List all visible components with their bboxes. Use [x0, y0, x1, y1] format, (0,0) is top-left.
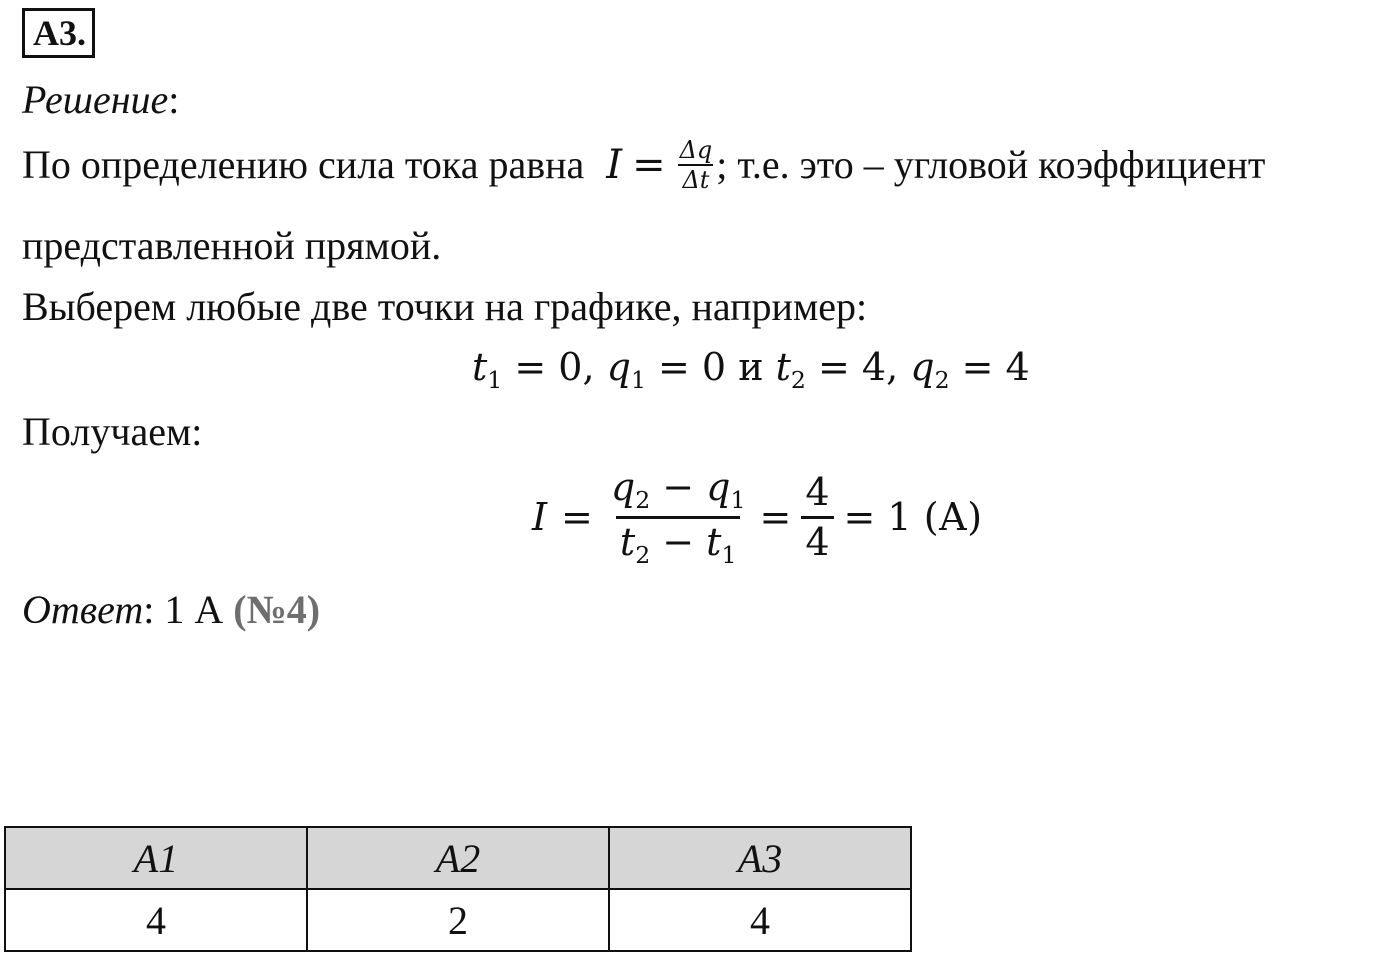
answers-value-row — [5, 889, 911, 951]
solution-heading-colon: : — [168, 77, 180, 122]
paragraph-obtain: Получаем: — [22, 409, 203, 454]
value-a2: 2 — [307, 889, 609, 951]
solution-heading — [22, 77, 180, 122]
result-formula — [532, 466, 982, 570]
formula-eq: = — [632, 142, 666, 188]
result-fraction-main — [607, 466, 750, 570]
q2-sub: 2 — [934, 366, 950, 395]
num-q1-sub: 1 — [730, 486, 746, 515]
value-a3: 4 — [609, 889, 911, 951]
answer-line — [22, 587, 321, 632]
den-t1-sub: 1 — [721, 541, 737, 570]
result-value: = 1 (А) — [843, 494, 983, 539]
points-formula — [472, 345, 1030, 395]
result-eq1: = — [561, 494, 593, 539]
t2-sub: 2 — [790, 366, 806, 395]
paragraph-definition — [22, 138, 1265, 192]
header-a3: А3 — [609, 827, 911, 889]
definition-tail: ; т.е. это – угловой коэффициент — [716, 142, 1266, 187]
inline-formula — [606, 138, 716, 192]
definition-text: По определению сила тока равна — [22, 142, 585, 187]
result-fraction-den — [616, 516, 741, 569]
formula-lhs: I — [606, 142, 623, 188]
num-minus: − — [650, 465, 707, 509]
value-a1: 4 — [5, 889, 307, 951]
conjunction: и — [726, 345, 776, 389]
q1-value: = 0 — [645, 345, 727, 389]
den-t2-sub: 2 — [635, 541, 651, 570]
t2-symbol: t — [775, 345, 791, 389]
den-t2-symbol: t — [619, 520, 636, 565]
solution-heading-text: Решение — [22, 77, 169, 122]
answers-header-row — [5, 827, 911, 889]
paragraph-choose-points: Выберем любые две точки на графике, например: — [22, 284, 868, 329]
inline-fraction-den: Δt — [678, 164, 713, 192]
numeric-den: 4 — [801, 516, 833, 565]
q1-sub: 1 — [630, 366, 646, 395]
problem-label: А3. — [22, 8, 95, 58]
header-a1: А1 — [5, 827, 307, 889]
q1-symbol: q — [606, 345, 631, 389]
t1-sub: 1 — [487, 366, 503, 395]
t1-symbol: t — [472, 345, 488, 389]
answer-value: 1 А — [154, 587, 234, 632]
answers-table — [4, 826, 912, 952]
result-eq2: = — [759, 494, 792, 539]
result-fraction-num — [607, 466, 750, 516]
numeric-num: 4 — [805, 469, 830, 514]
t2-value: = 4, — [805, 345, 899, 389]
den-t1-symbol: t — [706, 520, 722, 565]
answer-ref: (№4) — [233, 587, 321, 632]
inline-fraction — [676, 138, 717, 192]
paragraph-line: представленной прямой. — [22, 223, 442, 268]
q2-value: = 4 — [949, 345, 1030, 389]
result-fraction-numeric — [801, 471, 833, 565]
num-q1-symbol: q — [706, 465, 731, 509]
q2-symbol: q — [910, 345, 935, 389]
answer-label: Ответ — [22, 587, 144, 632]
num-q2-symbol: q — [610, 465, 636, 509]
answer-colon: : — [143, 587, 155, 632]
t1-value: = 0, — [502, 345, 595, 389]
header-a2: А2 — [307, 827, 609, 889]
inline-fraction-num: Δq — [679, 136, 713, 164]
num-q2-sub: 2 — [635, 486, 651, 515]
den-minus: − — [650, 520, 707, 565]
result-lhs: I — [532, 494, 548, 539]
